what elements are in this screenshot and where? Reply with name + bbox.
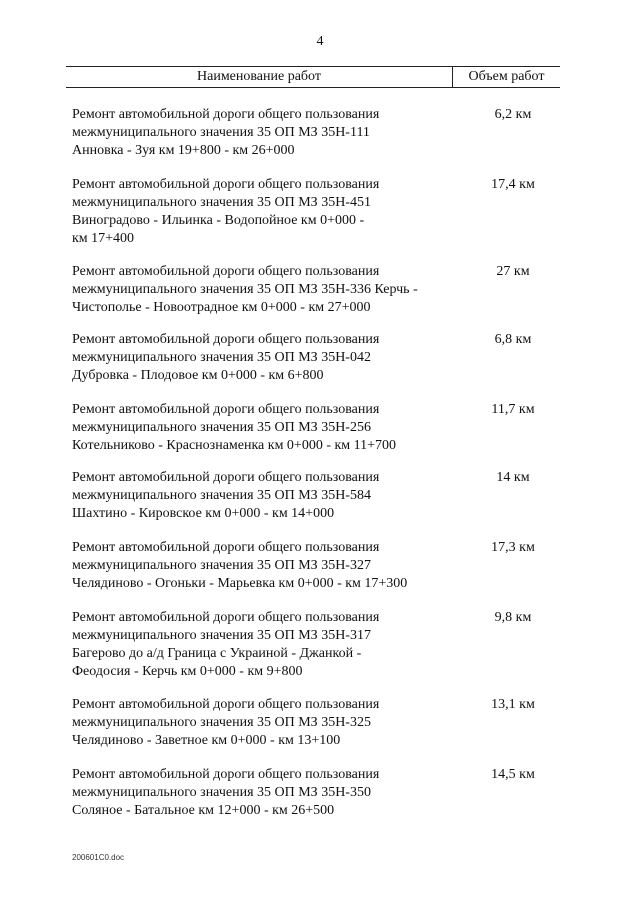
work-description-line: Ремонт автомобильной дороги общего пользования: [72, 402, 380, 417]
work-description-line: Ремонт автомобильной дороги общего пользования: [72, 332, 380, 347]
work-description-line: Анновка - Зуя км 19+800 - км 26+000: [72, 143, 295, 158]
work-description-line: Ремонт автомобильной дороги общего пользования: [72, 107, 380, 122]
work-description-line: Соляное - Батальное км 12+000 - км 26+500: [72, 803, 335, 818]
work-volume: 13,1 км: [491, 697, 535, 712]
work-description-line: межмуниципального значения 35 ОП МЗ 35Н-584: [72, 488, 371, 503]
work-description-line: межмуниципального значения 35 ОП МЗ 35Н-336 Керчь -: [72, 282, 418, 297]
work-description-line: Ремонт автомобильной дороги общего пользования: [72, 264, 380, 279]
work-description: [72, 539, 462, 593]
table-header: [66, 66, 560, 88]
work-description-line: межмуниципального значения 35 ОП МЗ 35Н-327: [72, 558, 371, 573]
work-description-line: межмуниципального значения 35 ОП МЗ 35Н-350: [72, 785, 371, 800]
page-number: 4: [316, 34, 324, 49]
work-description-line: межмуниципального значения 35 ОП МЗ 35Н-317: [72, 628, 371, 643]
work-description-line: Шахтино - Кировское км 0+000 - км 14+000: [72, 506, 335, 521]
work-description-line: Котельниково - Краснознаменка км 0+000 - км 11+700: [72, 438, 397, 453]
work-volume: 6,2 км: [494, 107, 532, 122]
work-description-line: Ремонт автомобильной дороги общего пользования: [72, 540, 380, 555]
work-description-line: межмуниципального значения 35 ОП МЗ 35Н-325: [72, 715, 371, 730]
work-description: [72, 609, 462, 681]
work-description: [72, 176, 462, 248]
work-description-line: Ремонт автомобильной дороги общего пользования: [72, 697, 380, 712]
work-description: [72, 106, 462, 160]
work-description-line: км 17+400: [72, 231, 135, 246]
work-description-line: Дубровка - Плодовое км 0+000 - км 6+800: [72, 368, 324, 383]
work-volume: 6,8 км: [494, 332, 532, 347]
document-code: 200601C0.doc: [72, 853, 125, 862]
work-description-line: межмуниципального значения 35 ОП МЗ 35Н-042: [72, 350, 371, 365]
work-description-line: Чистополье - Новоотрадное км 0+000 - км 27+000: [72, 300, 371, 315]
work-description: [72, 331, 462, 385]
work-volume: 17,4 км: [491, 177, 535, 192]
work-volume: 17,3 км: [491, 540, 535, 555]
work-description-line: межмуниципального значения 35 ОП МЗ 35Н-451: [72, 195, 371, 210]
work-description-line: Челядиново - Огоньки - Марьевка км 0+000 - км 17+300: [72, 576, 408, 591]
work-volume: 27 км: [496, 264, 530, 279]
work-description: [72, 401, 462, 455]
work-description-line: Ремонт автомобильной дороги общего пользования: [72, 470, 380, 485]
work-description: [72, 263, 462, 317]
work-description-line: Багерово до а/д Граница с Украиной - Джанкой -: [72, 646, 362, 661]
work-description: [72, 766, 462, 820]
work-description-line: Ремонт автомобильной дороги общего пользования: [72, 610, 380, 625]
header-name-column: Наименование работ: [197, 69, 321, 84]
work-description-line: межмуниципального значения 35 ОП МЗ 35Н-111: [72, 125, 370, 140]
work-description-line: Феодосия - Керчь км 0+000 - км 9+800: [72, 664, 303, 679]
work-description-line: Виноградово - Ильинка - Водопойное км 0+000 -: [72, 213, 365, 228]
work-description-line: Челядиново - Заветное км 0+000 - км 13+100: [72, 733, 341, 748]
header-volume-column: Объем работ: [468, 69, 545, 84]
work-volume: 14 км: [496, 470, 530, 485]
work-description: [72, 469, 462, 523]
work-volume: 11,7 км: [491, 402, 535, 417]
work-volume: 9,8 км: [494, 610, 532, 625]
work-volume: 14,5 км: [491, 767, 535, 782]
work-description: [72, 696, 462, 750]
work-description-line: межмуниципального значения 35 ОП МЗ 35Н-256: [72, 420, 371, 435]
work-description-line: Ремонт автомобильной дороги общего пользования: [72, 767, 380, 782]
work-description-line: Ремонт автомобильной дороги общего пользования: [72, 177, 380, 192]
